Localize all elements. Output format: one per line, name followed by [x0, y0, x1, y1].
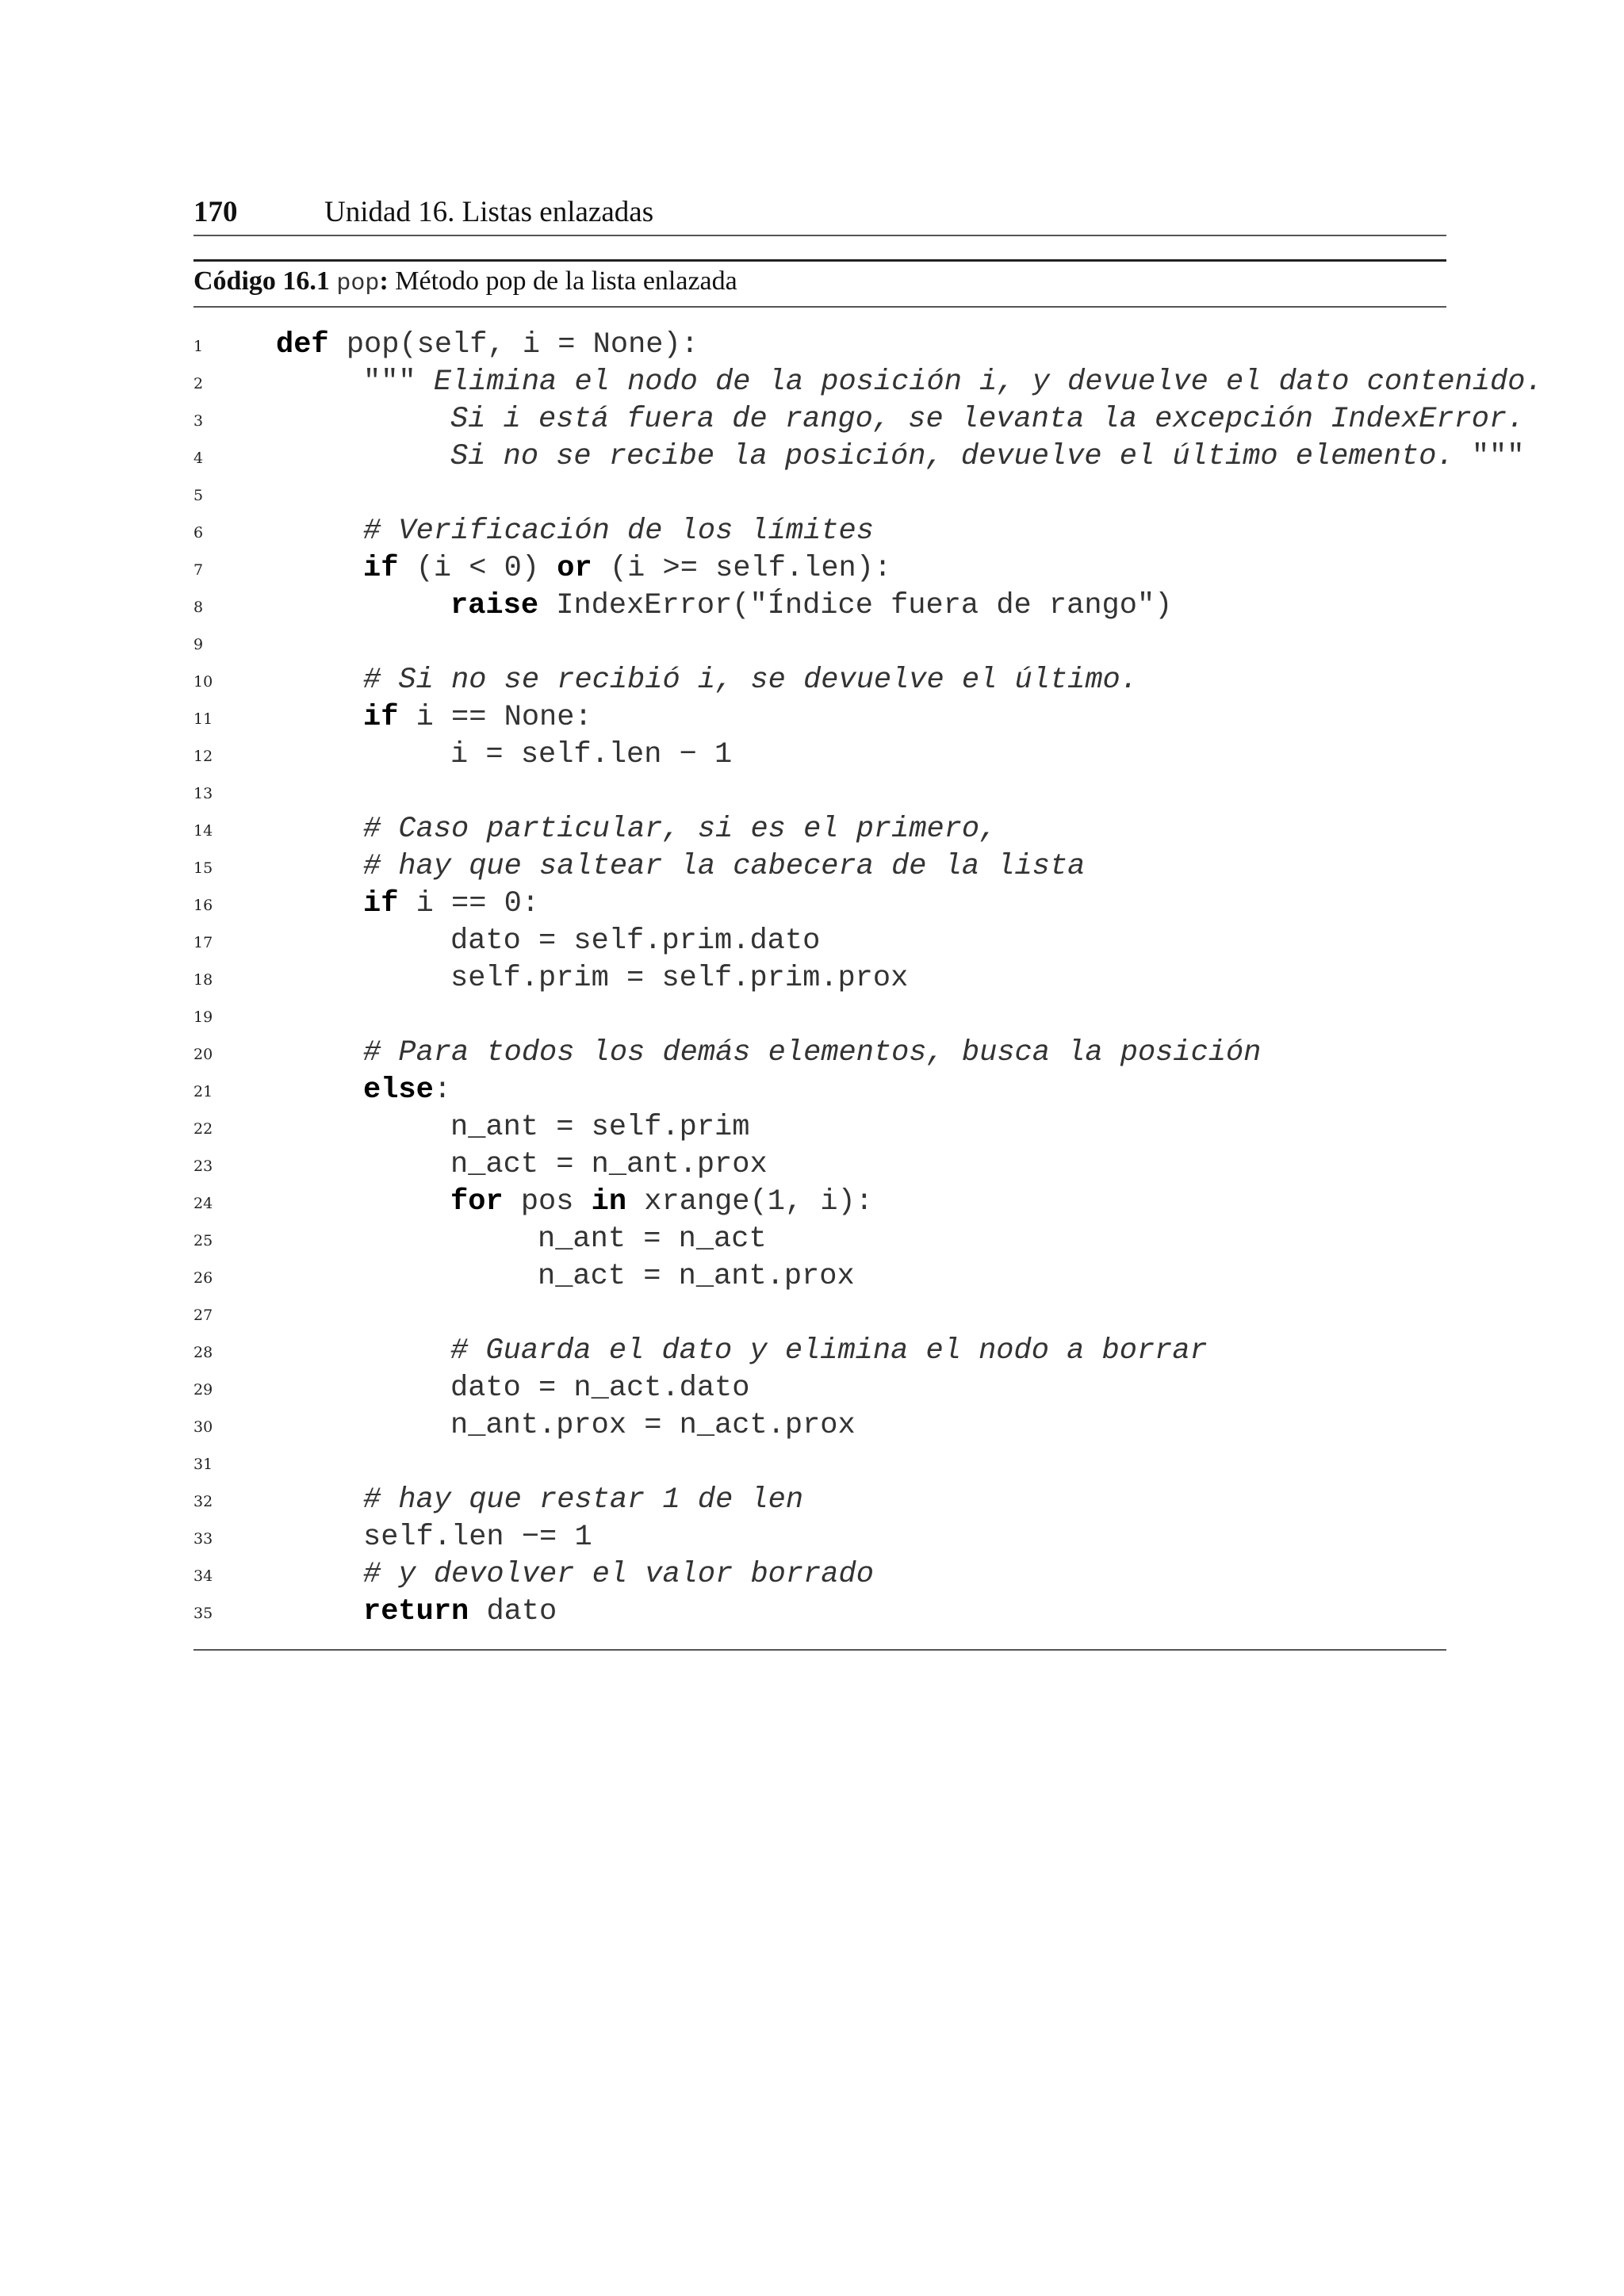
code-keyword: def	[276, 328, 329, 362]
code-keyword: else	[363, 1073, 434, 1107]
code-line	[193, 1295, 1446, 1333]
code-line	[193, 476, 1446, 513]
code-text	[363, 811, 997, 848]
code-comment: # Guarda el dato y elimina el nodo a borrar	[450, 1334, 1208, 1368]
code-text	[450, 923, 820, 960]
line-number: 21	[193, 1083, 213, 1100]
code-line	[193, 1556, 1446, 1594]
code-comment: Si i está fuera de rango, se levanta la excepción IndexError.	[450, 403, 1525, 436]
code-line	[193, 550, 1446, 587]
listing-end-rule	[193, 1649, 1446, 1651]
line-number: 32	[193, 1493, 213, 1510]
line-number: 5	[193, 487, 204, 504]
code-text	[363, 848, 1085, 886]
listing-label: Código 16.1	[193, 266, 330, 296]
code-keyword: if	[363, 552, 399, 585]
code-comment: # hay que restar 1 de len	[363, 1483, 804, 1517]
code-token: i == None:	[398, 701, 592, 734]
code-line	[193, 587, 1446, 625]
code-line	[193, 923, 1446, 960]
code-line	[193, 1482, 1446, 1519]
code-text	[538, 1221, 767, 1258]
code-line	[193, 737, 1446, 774]
code-line	[193, 1519, 1446, 1556]
code-token: xrange(1, i):	[626, 1185, 873, 1219]
code-token: n_ant = n_act	[538, 1223, 767, 1256]
code-text	[363, 1482, 803, 1519]
code-keyword: for	[450, 1185, 504, 1219]
line-number: 25	[193, 1232, 213, 1249]
code-line	[193, 1407, 1446, 1445]
line-number: 22	[193, 1120, 213, 1138]
code-line	[193, 811, 1446, 848]
code-comment: # y devolver el valor borrado	[363, 1558, 874, 1591]
code-token: n_act = n_ant.prox	[450, 1148, 768, 1181]
code-text	[363, 1072, 451, 1109]
code-line	[193, 1258, 1446, 1295]
code-line	[193, 1109, 1446, 1146]
page-number: 170	[193, 196, 238, 228]
line-number: 12	[193, 748, 213, 765]
code-line	[193, 886, 1446, 923]
code-token: (i >= self.len):	[592, 552, 892, 585]
code-text	[450, 401, 1524, 438]
line-number: 10	[193, 673, 213, 691]
line-number: 6	[193, 524, 204, 541]
code-text	[276, 327, 699, 364]
code-text	[450, 587, 1172, 625]
code-text	[450, 1370, 749, 1407]
code-listing	[193, 327, 1543, 1631]
code-line	[193, 1146, 1446, 1184]
code-line	[193, 327, 1446, 364]
line-number: 30	[193, 1418, 213, 1436]
code-text	[450, 737, 732, 774]
code-token: (i < 0)	[398, 552, 557, 585]
line-number: 23	[193, 1158, 213, 1175]
code-token: dato	[469, 1595, 557, 1628]
code-line	[193, 364, 1543, 401]
code-text	[363, 1594, 557, 1631]
line-number: 26	[193, 1269, 213, 1287]
line-number: 8	[193, 599, 204, 616]
code-line	[193, 1594, 1446, 1631]
code-line	[193, 438, 1525, 476]
code-comment: # Para todos los demás elementos, busca la posición	[363, 1036, 1262, 1070]
line-number: 2	[193, 375, 204, 392]
code-line	[193, 401, 1525, 438]
code-token: n_ant.prox = n_act.prox	[450, 1409, 856, 1442]
code-line	[193, 774, 1446, 811]
code-text	[538, 1258, 855, 1295]
code-line	[193, 662, 1446, 699]
code-token: dato = n_act.dato	[450, 1372, 750, 1405]
code-line	[193, 1035, 1446, 1072]
code-text	[450, 1184, 873, 1221]
line-number: 14	[193, 822, 213, 840]
line-number: 9	[193, 636, 204, 653]
line-number: 19	[193, 1008, 213, 1026]
line-number: 34	[193, 1567, 213, 1585]
code-text	[450, 1109, 749, 1146]
code-keyword: if	[363, 887, 399, 920]
code-text	[363, 699, 592, 737]
code-keyword: or	[557, 552, 592, 585]
code-line	[193, 699, 1446, 737]
code-token: n_ant = self.prim	[450, 1111, 750, 1144]
line-number: 31	[193, 1456, 213, 1473]
code-line	[193, 1221, 1446, 1258]
code-line	[193, 513, 1446, 550]
line-number: 24	[193, 1195, 213, 1212]
code-line	[193, 1072, 1446, 1109]
running-head	[193, 195, 1446, 236]
code-token: self.prim = self.prim.prox	[450, 962, 909, 995]
code-token: """	[1471, 440, 1525, 473]
line-number: 28	[193, 1344, 213, 1361]
code-comment: # Verificación de los límites	[363, 515, 874, 548]
code-comment: # hay que saltear la cabecera de la lista	[363, 850, 1086, 883]
line-number: 13	[193, 785, 213, 802]
code-token: pop(self, i = None):	[328, 328, 699, 362]
code-keyword: if	[363, 701, 399, 734]
code-comment: # Si no se recibió i, se devuelve el último.	[363, 664, 1138, 697]
code-text	[450, 1333, 1208, 1370]
code-line	[193, 848, 1446, 886]
code-text	[450, 1146, 768, 1184]
line-number: 18	[193, 971, 213, 989]
line-number: 17	[193, 934, 213, 951]
code-text	[363, 886, 539, 923]
code-token: """	[363, 365, 434, 399]
line-number: 33	[193, 1530, 213, 1548]
code-text	[363, 1519, 592, 1556]
code-token: :	[433, 1073, 452, 1107]
code-token: dato = self.prim.dato	[450, 924, 821, 958]
listing-function-name: pop	[336, 270, 380, 297]
code-text	[363, 1556, 874, 1594]
code-comment: Elimina el nodo de la posición i, y devuelve el dato contenido.	[433, 365, 1543, 399]
code-token: n_act = n_ant.prox	[538, 1260, 855, 1293]
code-token: i == 0:	[398, 887, 540, 920]
code-text	[450, 438, 1524, 476]
code-token: IndexError("Índice fuera de rango")	[538, 589, 1173, 622]
line-number: 16	[193, 897, 213, 914]
line-number: 35	[193, 1605, 213, 1622]
chapter-title: Unidad 16. Listas enlazadas	[324, 196, 654, 228]
code-text	[363, 513, 874, 550]
code-text	[363, 662, 1138, 699]
code-line	[193, 1184, 1446, 1221]
code-token: i = self.len − 1	[450, 738, 733, 771]
code-token: self.len −= 1	[363, 1521, 592, 1554]
code-text	[363, 364, 1543, 401]
line-number: 15	[193, 859, 213, 877]
code-token: pos	[503, 1185, 592, 1219]
code-comment: Si no se recibe la posición, devuelve el último elemento.	[450, 440, 1472, 473]
listing-caption	[193, 259, 1446, 308]
line-number: 11	[193, 710, 213, 728]
code-keyword: in	[591, 1185, 627, 1219]
code-keyword: raise	[450, 589, 539, 622]
caption-text	[193, 266, 737, 297]
code-line	[193, 1370, 1446, 1407]
code-text	[450, 960, 908, 997]
listing-title: Método pop de la lista enlazada	[388, 266, 737, 296]
line-number: 4	[193, 450, 204, 467]
line-number: 1	[193, 338, 204, 355]
code-comment: # Caso particular, si es el primero,	[363, 813, 998, 846]
code-text	[363, 1035, 1261, 1072]
code-text	[363, 550, 891, 587]
code-keyword: return	[363, 1595, 469, 1628]
code-line	[193, 960, 1446, 997]
code-line	[193, 625, 1446, 662]
caption-colon: :	[379, 266, 389, 296]
code-text	[450, 1407, 856, 1445]
line-number: 3	[193, 412, 204, 430]
line-number: 27	[193, 1307, 213, 1324]
line-number: 20	[193, 1046, 213, 1063]
line-number: 29	[193, 1381, 213, 1399]
code-line	[193, 1333, 1446, 1370]
line-number: 7	[193, 561, 204, 579]
code-line	[193, 997, 1446, 1035]
code-line	[193, 1445, 1446, 1482]
